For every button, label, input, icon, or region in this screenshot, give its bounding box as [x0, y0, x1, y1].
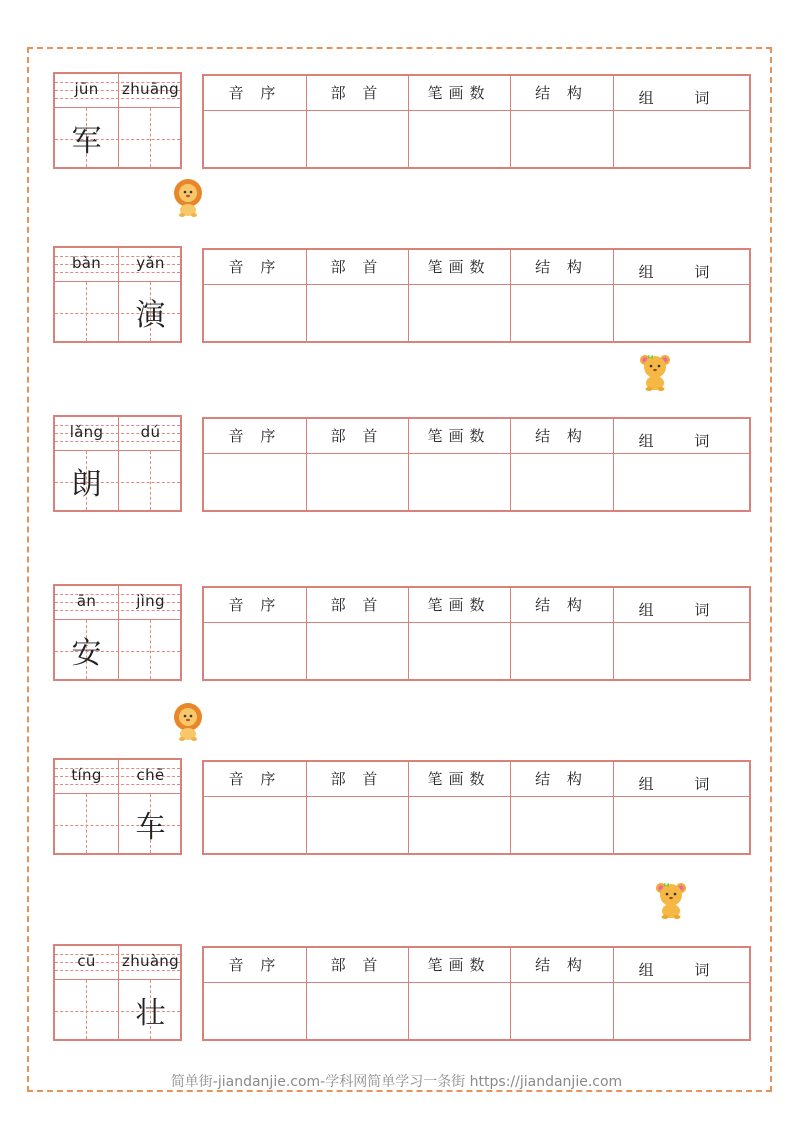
table-header-1: 部 首 — [330, 427, 384, 445]
table-header-2: 笔画数 — [427, 770, 491, 788]
table-header-3: 结 构 — [535, 956, 588, 974]
table-header-0: 音 序 — [228, 956, 282, 974]
answer-cell[interactable] — [306, 624, 408, 679]
answer-cell[interactable] — [613, 984, 753, 1039]
table-header-4: 组 词 — [638, 961, 728, 979]
character-info-table — [202, 586, 751, 681]
answer-cell[interactable] — [204, 798, 306, 853]
answer-cell[interactable] — [408, 984, 510, 1039]
answer-cell[interactable] — [408, 286, 510, 341]
word-row — [52, 944, 752, 1042]
table-header-1: 部 首 — [330, 258, 384, 276]
table-header-3: 结 构 — [535, 596, 588, 614]
tianzige-box — [53, 415, 182, 512]
character-info-table — [202, 74, 751, 169]
answer-cell[interactable] — [510, 798, 613, 853]
table-header-4: 组 词 — [638, 263, 728, 281]
table-header-2: 笔画数 — [427, 258, 491, 276]
answer-cell[interactable] — [408, 798, 510, 853]
table-header-1: 部 首 — [330, 84, 384, 102]
pinyin-right: jìng — [136, 592, 165, 610]
pinyin-left: lǎng — [69, 423, 104, 441]
word-row — [52, 72, 752, 170]
answer-cell[interactable] — [408, 624, 510, 679]
hanzi-left[interactable]: 安 — [71, 636, 102, 671]
table-header-4: 组 词 — [638, 601, 728, 619]
answer-cell[interactable] — [613, 112, 753, 167]
table-header-3: 结 构 — [535, 84, 588, 102]
pinyin-right: chē — [136, 766, 165, 784]
footer-text: 简单街-jiandanjie.com-学科网简单学习一条街 https://jiandanjie.com — [170, 1074, 623, 1090]
answer-cell[interactable] — [510, 624, 613, 679]
answer-cell[interactable] — [613, 624, 753, 679]
lion-icon — [171, 178, 205, 218]
table-header-2: 笔画数 — [427, 596, 491, 614]
character-info-table — [202, 946, 751, 1041]
hanzi-right[interactable]: 车 — [135, 810, 166, 845]
bear-icon — [638, 352, 672, 392]
pinyin-left: bàn — [71, 254, 102, 272]
table-header-0: 音 序 — [228, 427, 282, 445]
answer-cell[interactable] — [510, 984, 613, 1039]
table-header-3: 结 构 — [535, 770, 588, 788]
answer-cell[interactable] — [306, 112, 408, 167]
character-info-table — [202, 760, 751, 855]
answer-cell[interactable] — [510, 112, 613, 167]
hanzi-left[interactable]: 朗 — [71, 467, 102, 502]
table-header-0: 音 序 — [228, 84, 282, 102]
answer-cell[interactable] — [408, 112, 510, 167]
pinyin-left: ān — [76, 592, 97, 610]
table-header-4: 组 词 — [638, 432, 728, 450]
answer-cell[interactable] — [408, 455, 510, 510]
tianzige-box — [53, 584, 182, 681]
answer-cell[interactable] — [613, 455, 753, 510]
answer-cell[interactable] — [613, 798, 753, 853]
hanzi-left[interactable]: 军 — [71, 124, 102, 159]
table-header-2: 笔画数 — [427, 84, 491, 102]
word-row — [52, 758, 752, 856]
pinyin-right: dú — [140, 423, 161, 441]
table-header-2: 笔画数 — [427, 956, 491, 974]
tianzige-box — [53, 944, 182, 1041]
table-header-0: 音 序 — [228, 770, 282, 788]
pinyin-left: jūn — [74, 80, 99, 98]
table-header-1: 部 首 — [330, 596, 384, 614]
answer-cell[interactable] — [510, 455, 613, 510]
table-header-4: 组 词 — [638, 775, 728, 793]
table-header-4: 组 词 — [638, 89, 728, 107]
pinyin-right: zhuàng — [122, 952, 179, 970]
pinyin-left: cū — [77, 952, 96, 970]
hanzi-right[interactable]: 演 — [135, 298, 166, 333]
table-header-0: 音 序 — [228, 258, 282, 276]
hanzi-right[interactable]: 壮 — [135, 996, 166, 1031]
word-row — [52, 415, 752, 513]
pinyin-left: tíng — [71, 766, 102, 784]
bear-icon — [654, 880, 688, 920]
tianzige-box — [53, 72, 182, 169]
table-header-3: 结 构 — [535, 427, 588, 445]
answer-cell[interactable] — [306, 984, 408, 1039]
answer-cell[interactable] — [306, 798, 408, 853]
word-row — [52, 246, 752, 344]
answer-cell[interactable] — [306, 455, 408, 510]
table-header-2: 笔画数 — [427, 427, 491, 445]
character-info-table — [202, 417, 751, 512]
page-border — [27, 47, 772, 1092]
answer-cell[interactable] — [613, 286, 753, 341]
answer-cell[interactable] — [204, 455, 306, 510]
table-header-3: 结 构 — [535, 258, 588, 276]
answer-cell[interactable] — [204, 286, 306, 341]
answer-cell[interactable] — [204, 624, 306, 679]
answer-cell[interactable] — [204, 112, 306, 167]
pinyin-right: zhuāng — [122, 80, 179, 98]
answer-cell[interactable] — [306, 286, 408, 341]
tianzige-box — [53, 246, 182, 343]
table-header-1: 部 首 — [330, 770, 384, 788]
answer-cell[interactable] — [510, 286, 613, 341]
word-row — [52, 584, 752, 682]
table-header-1: 部 首 — [330, 956, 384, 974]
character-info-table — [202, 248, 751, 343]
answer-cell[interactable] — [204, 984, 306, 1039]
lion-icon — [171, 702, 205, 742]
pinyin-right: yǎn — [136, 254, 165, 272]
tianzige-box — [53, 758, 182, 855]
table-header-0: 音 序 — [228, 596, 282, 614]
